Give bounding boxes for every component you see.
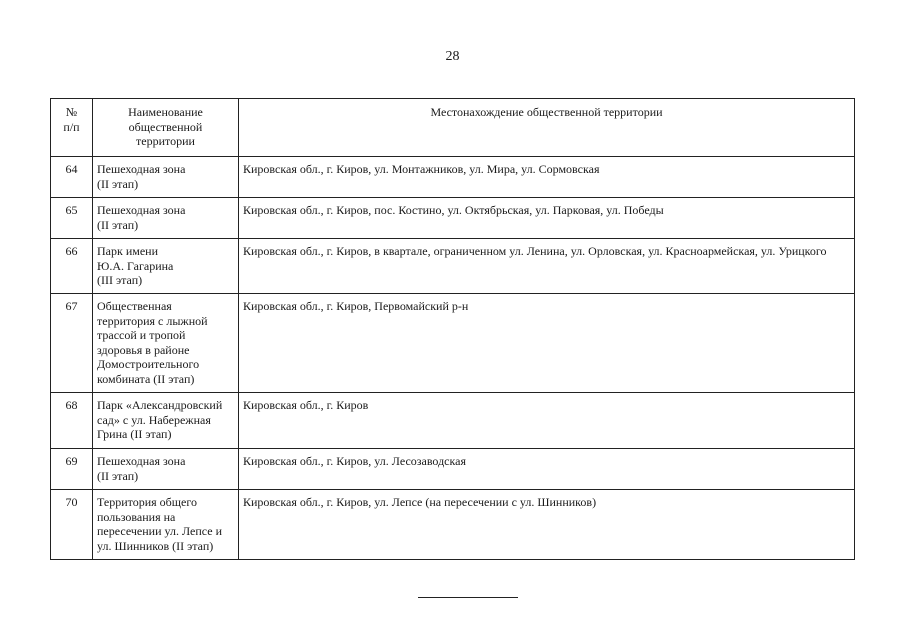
table-row <box>51 239 855 294</box>
territory-name: Парк «Александровский сад» с ул. Набережная Грина (II этап) <box>93 393 239 449</box>
row-number: 66 <box>51 239 93 294</box>
row-number: 70 <box>51 490 93 560</box>
table-row <box>51 449 855 490</box>
table-row <box>51 490 855 560</box>
territory-name: Пешеходная зона (II этап) <box>93 449 239 490</box>
territory-location: Кировская обл., г. Киров, в квартале, ограниченном ул. Ленина, ул. Орловская, ул. Красноармейская, ул. Урицкого <box>239 239 855 294</box>
territory-location: Кировская обл., г. Киров, ул. Лепсе (на пересечении с ул. Шинников) <box>239 490 855 560</box>
territory-name: Территория общего пользования на пересечении ул. Лепсе и ул. Шинников (II этап) <box>93 490 239 560</box>
header-location: Местонахождение общественной территории <box>239 99 855 157</box>
territory-name: Пешеходная зона (II этап) <box>93 198 239 239</box>
table-row <box>51 157 855 198</box>
footer-divider <box>418 597 518 598</box>
row-number: 65 <box>51 198 93 239</box>
row-number: 68 <box>51 393 93 449</box>
territory-location: Кировская обл., г. Киров, Первомайский р-н <box>239 294 855 393</box>
header-number: № п/п <box>51 99 93 157</box>
header-name: Наименование общественной территории <box>93 99 239 157</box>
table-row <box>51 198 855 239</box>
territory-name: Общественная территория с лыжной трассой и тропой здоровья в районе Домостроительного комбината (II этап) <box>93 294 239 393</box>
territory-location: Кировская обл., г. Киров, пос. Костино, ул. Октябрьская, ул. Парковая, ул. Победы <box>239 198 855 239</box>
territory-location: Кировская обл., г. Киров, ул. Монтажников, ул. Мира, ул. Сормовская <box>239 157 855 198</box>
table-row <box>51 294 855 393</box>
territory-name: Пешеходная зона (II этап) <box>93 157 239 198</box>
territory-name: Парк имени Ю.А. Гагарина (III этап) <box>93 239 239 294</box>
row-number: 64 <box>51 157 93 198</box>
territory-location: Кировская обл., г. Киров, ул. Лесозаводская <box>239 449 855 490</box>
table-row <box>51 393 855 449</box>
territory-location: Кировская обл., г. Киров <box>239 393 855 449</box>
public-territories-table <box>50 98 855 560</box>
row-number: 67 <box>51 294 93 393</box>
page-number: 28 <box>445 49 460 64</box>
table-header-row <box>51 99 855 157</box>
row-number: 69 <box>51 449 93 490</box>
